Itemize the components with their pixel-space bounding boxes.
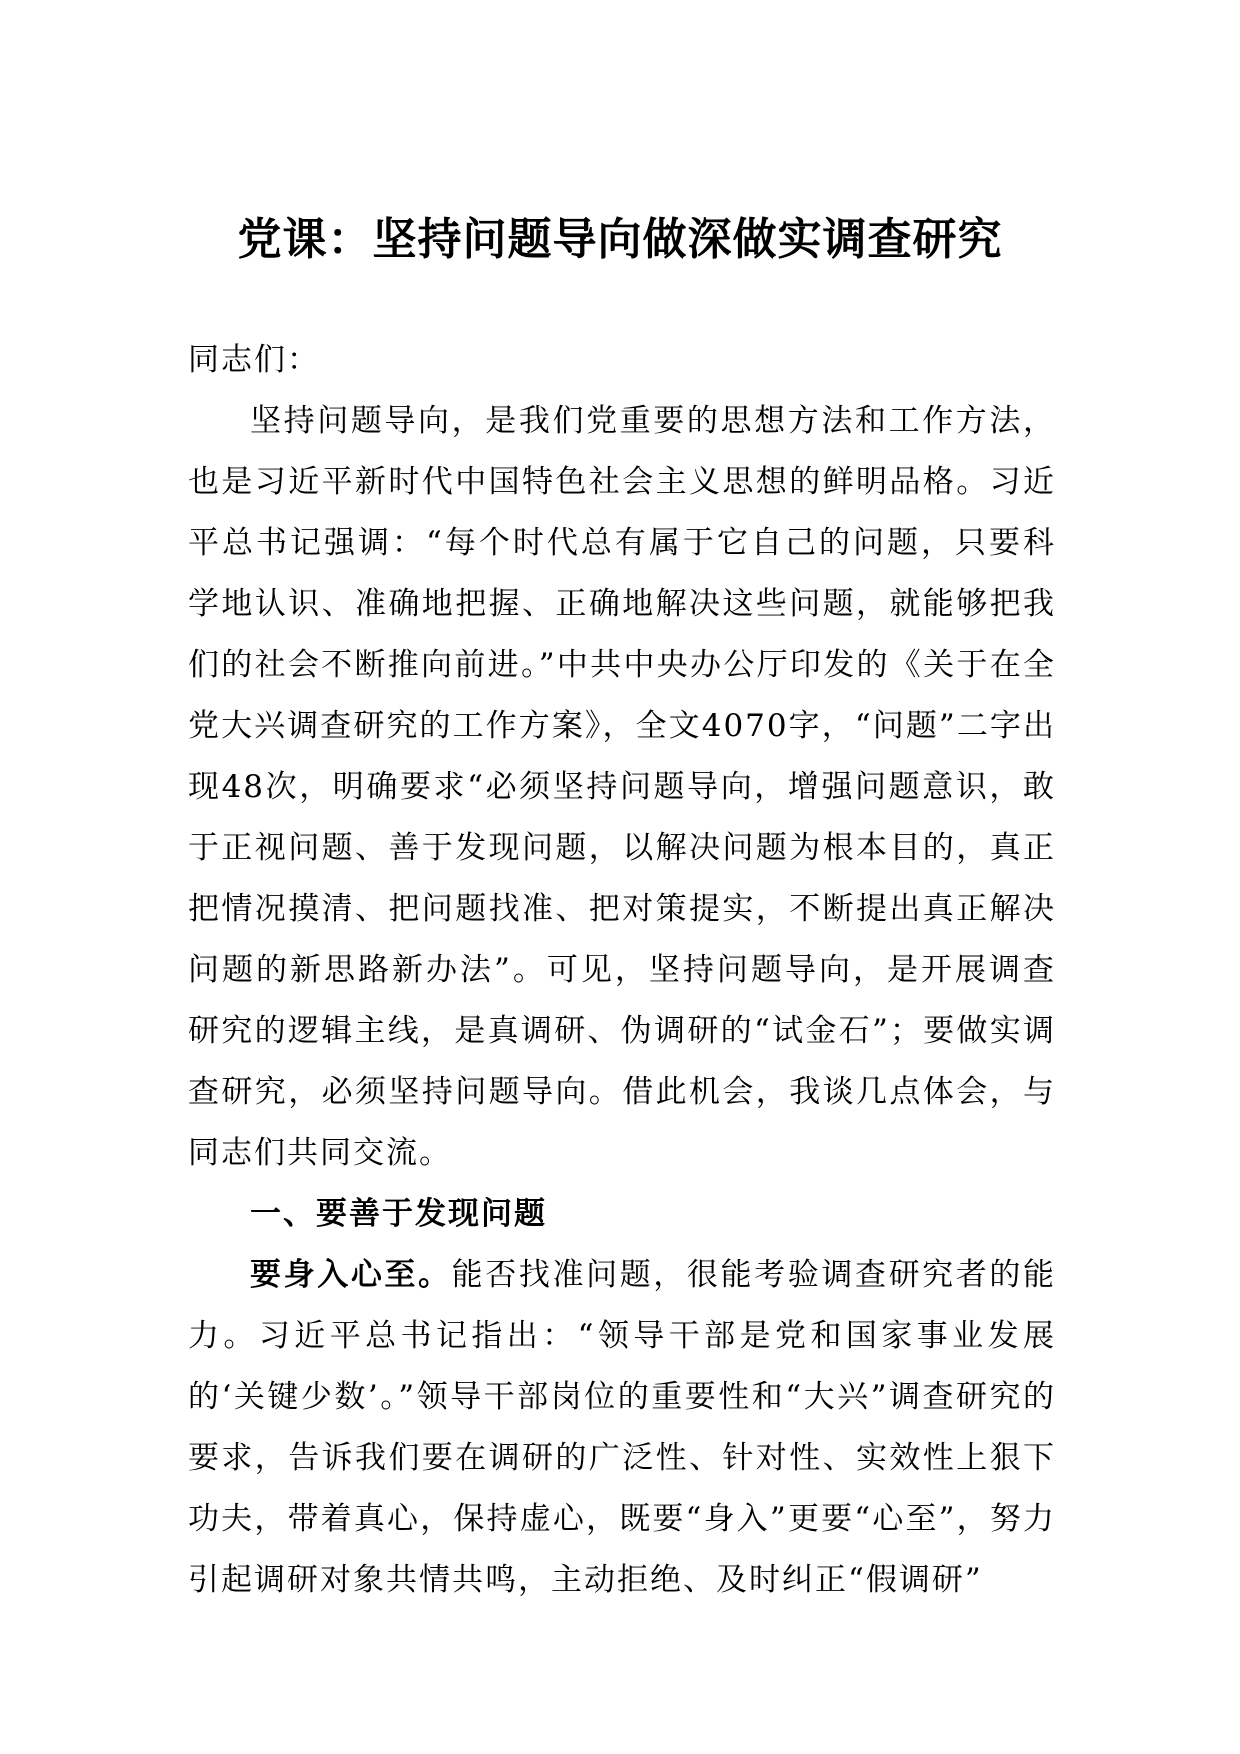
section-heading: 一、要善于发现问题	[250, 1196, 547, 1232]
document-title: 党课：坚持问题导向做深做实调查研究	[237, 214, 1003, 265]
document-body	[188, 330, 1056, 1611]
paragraph-text: 能否找准问题，很能考验调查研究者的能力。习近平总书记指出：“领导干部是党和国家事业发展的‘关键少数’。”领导干部岗位的重要性和“大兴”调查研究的要求，告诉我们要在调研的广泛性、针对性、实效性上狠下功夫，带着真心，保持虚心，既要“身入”更要“心至”，努力引起调研对象共情共鸣，主动拒绝、及时纠正“假调研”	[188, 1257, 1057, 1598]
section-paragraph	[188, 1245, 1056, 1611]
salutation: 同志们：	[188, 342, 320, 378]
paragraph-lead: 要身入心至。	[250, 1257, 452, 1293]
intro-paragraph: 坚持问题导向，是我们党重要的思想方法和工作方法，也是习近平新时代中国特色社会主义思想的鲜明品格。习近平总书记强调：“每个时代总有属于它自己的问题，只要科学地认识、准确地把握、正确地解决这些问题，就能够把我们的社会不断推向前进。”中共中央办公厅印发的《关于在全党大兴调查研究的工作方案》，全文4070字，“问题”二字出现48次，明确要求“必须坚持问题导向，增强问题意识，敢于正视问题、善于发现问题，以解决问题为根本目的，真正把情况摸清、把问题找准、把对策提实，不断提出真正解决问题的新思路新办法”。可见，坚持问题导向，是开展调查研究的逻辑主线，是真调研、伪调研的“试金石”；要做实调查研究，必须坚持问题导向。借此机会，我谈几点体会，与同志们共同交流。	[188, 403, 1056, 1171]
